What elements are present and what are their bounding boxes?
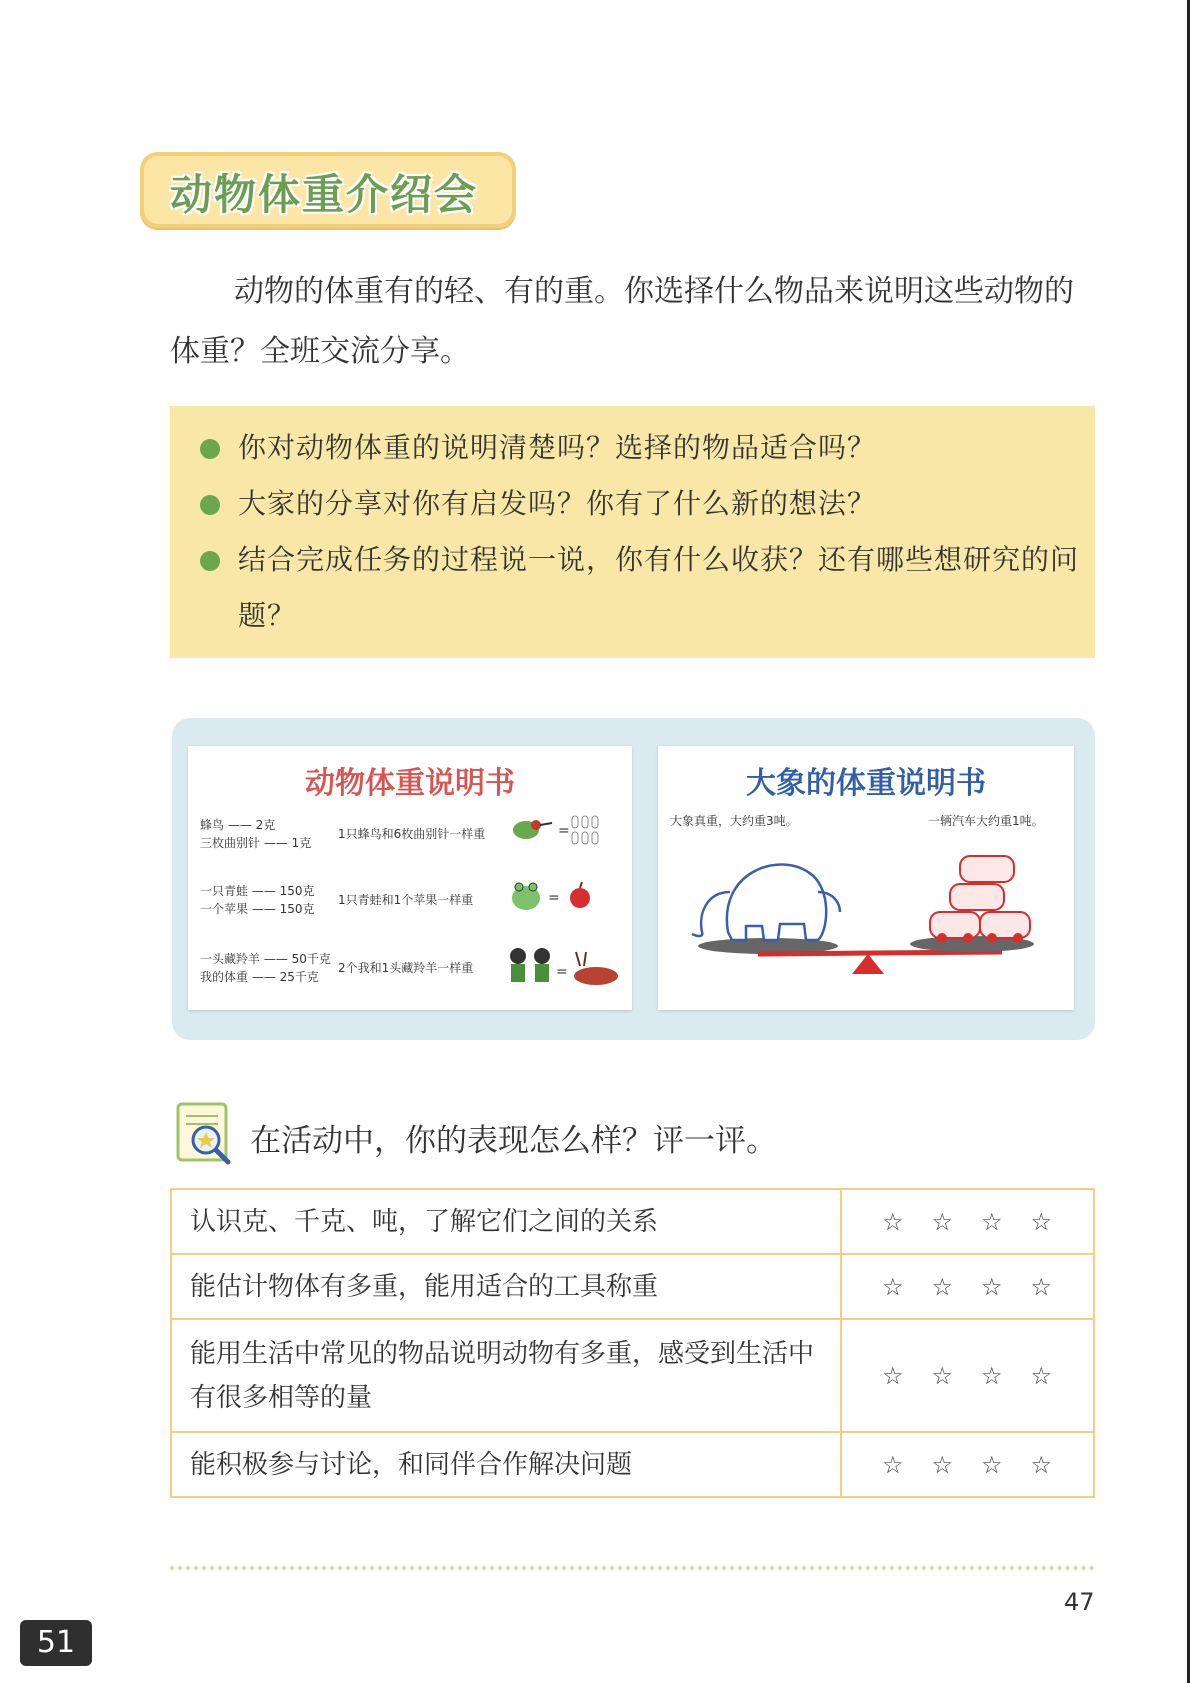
svg-text:=: = [556,964,568,980]
intro-paragraph: 动物的体重有的轻、有的重。你选择什么物品来说明这些动物的体重？全班交流分享。 [170,274,1074,369]
bullet-dot-icon [200,439,220,459]
star-rating[interactable]: ☆☆☆☆ [841,1254,1094,1319]
children-antelope-icon [506,944,626,994]
evaluation-heading: 在活动中，你的表现怎么样？评一评。 [250,1123,777,1159]
card-text: 一个苹果 —— 150克 [200,902,315,916]
dotted-divider [170,1566,1095,1570]
bullet-dot-icon [200,495,220,515]
frog-apple-icon [506,874,606,918]
card-text: 大象真重，大约重3吨。 [670,814,798,828]
table-row [171,1432,1094,1497]
card-text: 1只青蛙和1个苹果一样重 [338,893,474,907]
star-rating[interactable]: ☆☆☆☆ [841,1319,1094,1432]
question-item [200,420,1088,476]
section-title-tag [140,152,516,228]
question-item [200,476,1088,532]
card-text: 一头藏羚羊 —— 50千克 [200,952,331,966]
svg-text:=: = [548,890,560,906]
card-text: 我的体重 —— 25千克 [200,970,319,984]
elephant-scale-illustration [668,832,1064,1002]
criterion-cell: 能估计物体有多重，能用适合的工具称重 [171,1254,841,1319]
reflection-questions-box [170,406,1095,658]
card-text: 一只青蛙 —— 150克 [200,884,315,898]
card-text: 一辆汽车大约重1吨。 [928,814,1044,828]
criterion-cell: 能积极参与讨论，和同伴合作解决问题 [171,1432,841,1497]
star-rating[interactable]: ☆☆☆☆ [841,1189,1094,1254]
page-badge: 51 [20,1620,92,1666]
card-text: 1只蜂鸟和6枚曲别针一样重 [338,827,486,841]
elephant-weight-card [658,746,1074,1010]
examples-panel [172,718,1095,1040]
card-text: 蜂鸟 —— 2克 [200,818,276,832]
table-row [171,1319,1094,1432]
question-item [200,532,1088,644]
svg-text:=: = [558,823,570,839]
table-row [171,1254,1094,1319]
section-title: 动物体重介绍会 [170,170,479,219]
criterion-cell: 能用生活中常见的物品说明动物有多重，感受到生活中有很多相等的量 [171,1319,841,1432]
page-number: 47 [1064,1588,1095,1616]
question-text: 大家的分享对你有启发吗？你有了什么新的想法？ [238,487,877,520]
bullet-dot-icon [200,551,220,571]
card-title: 动物体重说明书 [305,766,515,801]
animal-weight-card [188,746,632,1010]
hummingbird-paperclip-icon [506,808,606,852]
card-title: 大象的体重说明书 [746,766,986,801]
self-evaluation-table [170,1188,1095,1498]
card-text: 2个我和1头藏羚羊一样重 [338,961,474,975]
card-text: 三枚曲别针 —— 1克 [200,836,312,850]
question-text: 结合完成任务的过程说一说，你有什么收获？还有哪些想研究的问题？ [238,543,1080,632]
table-row [171,1189,1094,1254]
criterion-cell: 认识克、千克、吨，了解它们之间的关系 [171,1189,841,1254]
evaluation-magnifier-icon [170,1100,246,1170]
star-rating[interactable]: ☆☆☆☆ [841,1432,1094,1497]
question-text: 你对动物体重的说明清楚吗？选择的物品适合吗？ [238,431,877,464]
